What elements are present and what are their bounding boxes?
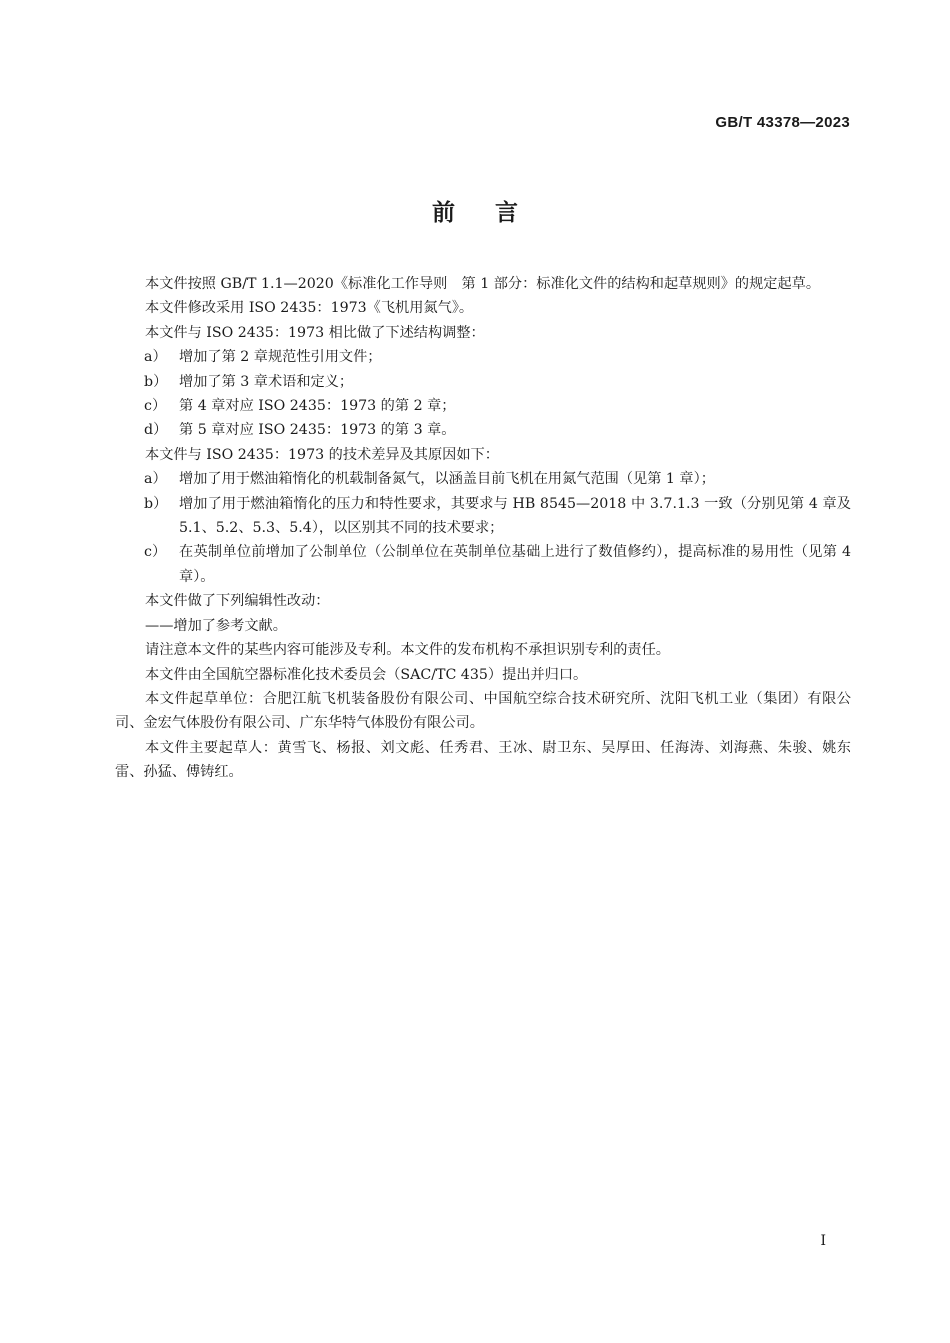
list-item — [115, 370, 851, 394]
paragraph-tech-diff-intro: 本文件与 ISO 2435：1973 的技术差异及其原因如下： — [145, 446, 499, 463]
list-item-mark: b） — [144, 373, 168, 390]
list-item-mark: c） — [144, 544, 167, 561]
list-item-text: 第 5 章对应 ISO 2435：1973 的第 3 章。 — [179, 422, 456, 439]
paragraph-drafting-rules: 本文件按照 GB/T 1.1—2020《标准化工作导则 第 1 部分：标准化文件的结构和起草规则》的规定起草。 — [145, 276, 821, 292]
list-item — [115, 418, 851, 442]
paragraph-structure-intro: 本文件与 ISO 2435：1973 相比做了下述结构调整： — [145, 324, 485, 341]
list-item-mark: d） — [144, 422, 168, 439]
editorial-change-item: ——增加了参考文献。 — [145, 617, 287, 634]
paragraph-drafting-units: 本文件起草单位：合肥江航飞机装备股份有限公司、中国航空综合技术研究所、沈阳飞机工业（集团）有限公司、金宏气体股份有限公司、广东华特气体股份有限公司。 — [115, 690, 851, 732]
list-item-mark: a） — [144, 349, 167, 366]
paragraph-patent-notice: 请注意本文件的某些内容可能涉及专利。本文件的发布机构不承担识别专利的责任。 — [145, 642, 670, 659]
list-item-text: 增加了用于燃油箱惰化的机载制备氮气，以涵盖目前飞机在用氮气范围（见第 1 章）； — [179, 471, 715, 488]
list-item-text: 在英制单位前增加了公制单位（公制单位在英制单位基础上进行了数值修约），提高标准的易用性（见第 4 章）。 — [179, 544, 851, 585]
standard-code: GB/T 43378—2023 — [715, 114, 850, 131]
list-item — [115, 345, 851, 369]
list-item — [115, 394, 851, 418]
paragraph-adoption: 本文件修改采用 ISO 2435：1973《飞机用氮气》。 — [145, 300, 474, 317]
list-item-text: 增加了第 2 章规范性引用文件； — [179, 349, 382, 366]
paragraph-committee: 本文件由全国航空器标准化技术委员会（SAC/TC 435）提出并归口。 — [145, 666, 588, 683]
list-item-text: 第 4 章对应 ISO 2435：1973 的第 2 章； — [179, 398, 456, 415]
list-item-mark: c） — [144, 398, 167, 415]
paragraph-editorial-intro: 本文件做了下列编辑性改动： — [145, 593, 330, 610]
list-item-text: 增加了第 3 章术语和定义； — [179, 373, 354, 390]
paragraph-drafters: 本文件主要起草人：黄雪飞、杨报、刘文彪、任秀君、王冰、尉卫东、吴厚田、任海涛、刘海燕、朱骏、姚东雷、孙猛、傅铸红。 — [115, 739, 851, 781]
foreword-body — [115, 272, 851, 785]
list-item-mark: b） — [144, 495, 168, 512]
list-item-mark: a） — [144, 471, 167, 488]
list-item-text: 增加了用于燃油箱惰化的压力和特性要求，其要求与 HB 8545—2018 中 3.7.1.3 一致（分别见第 4 章及 5.1、5.2、5.3、5.4），以区别其不同的技术要求； — [179, 495, 851, 537]
page-title: 前言 — [432, 200, 558, 226]
page-number: I — [820, 1233, 826, 1249]
list-item — [115, 492, 851, 541]
list-item — [115, 540, 851, 589]
list-item — [115, 467, 851, 491]
